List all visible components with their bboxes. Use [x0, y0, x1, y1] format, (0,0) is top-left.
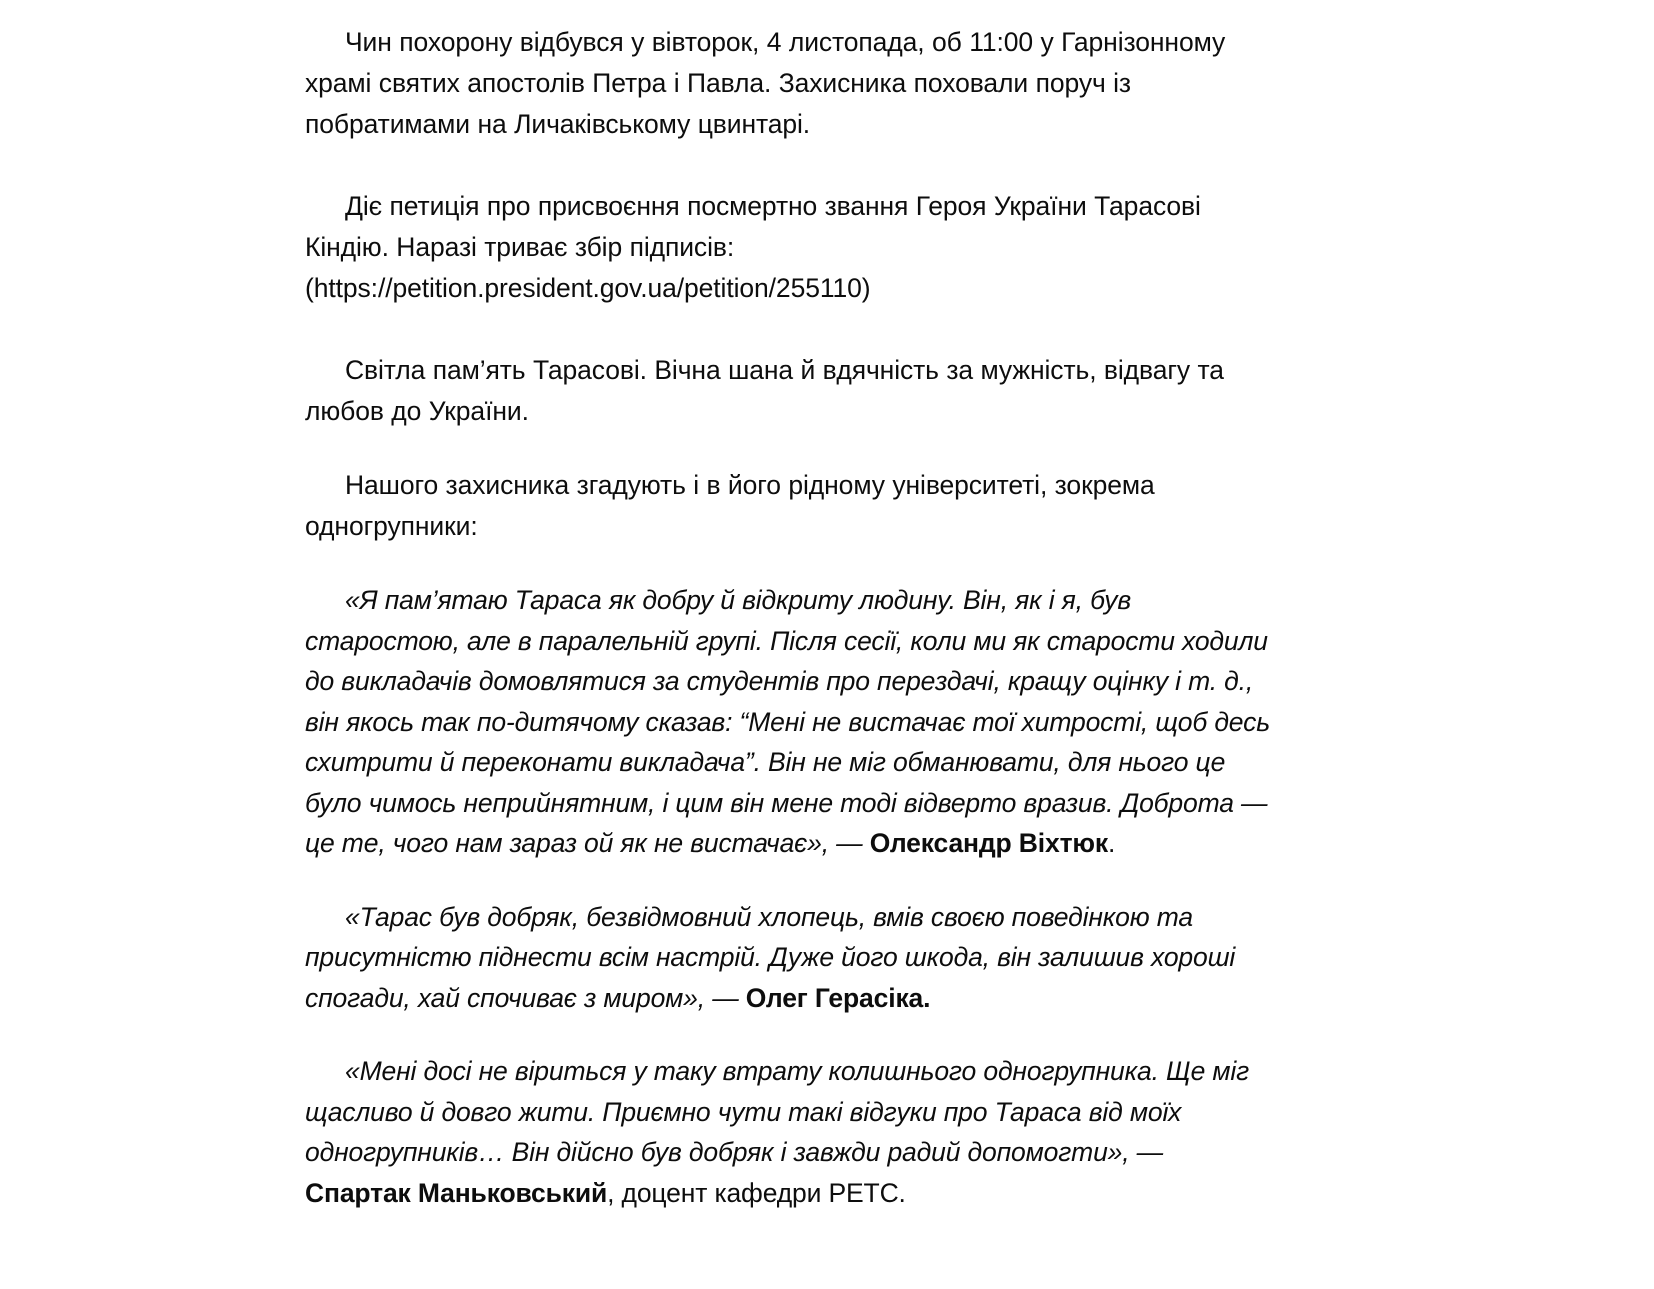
- paragraph-funeral-service: Чин похорону відбувся у вівторок, 4 листопада, об 11:00 у Гарнізонному храмі святих апостолів Петра і Павла. Захисника поховали поруч із побратимами на Личаківському цвинтарі.: [305, 27, 1226, 139]
- quote-author-role: , доцент кафедри РЕТС.: [607, 1177, 906, 1208]
- quote-body: «Я пам’ятаю Тараса як добру й відкриту людину. Він, як і я, був старостою, але в паралельній групі. Після сесії, коли ми як старости ходили до викладачів домовлятися за студентів про перездачі, кращу оцінку і т. д., він якось так по-дитячому сказав: “Мені не вистачає тої хитрості, щоб десь схитрити й переконати викладача”. Він не міг обманювати, для нього це було чимось неприйнятним, і цим він мене тоді відверто вразив. Доброта — це те, чого нам зараз ой як не вистачає», —: [305, 585, 1270, 858]
- quote-vikhtiuk: [305, 580, 1274, 864]
- paragraph-petition: Діє петиція про присвоєння посмертно звання Героя України Тарасові Кіндію. Наразі триває збір підписів: (https://petition.president.gov.ua/petition/255110): [305, 191, 1201, 303]
- paragraph-spacer: [305, 432, 1274, 465]
- quote-body: «Мені досі не віриться у таку втрату колишнього одногрупника. Ще міг щасливо й довго жити. Приємно чути такі відгуки про Тараса від моїх одногрупників… Він дійсно був добряк і завжди радий допомогти», —: [305, 1056, 1250, 1167]
- quote-author: Олександр Віхтюк: [869, 828, 1109, 858]
- paragraph-memory: Світла пам’ять Тарасові. Вічна шана й вдячність за мужність, відвагу та любов до України.: [305, 355, 1224, 426]
- paragraph-spacer: [305, 547, 1274, 580]
- quote-author-suffix: .: [1108, 828, 1116, 858]
- paragraph-university: Нашого захисника згадують і в його рідному університеті, зокрема одногрупники:: [305, 470, 1155, 541]
- quote-body: «Тарас був добряк, безвідмовний хлопець, вмів своєю поведінкою та присутністю піднести всім настрій. Дуже його шкода, він залишив хороші спогади, хай спочиває з миром», —: [305, 901, 1236, 1013]
- paragraph-spacer: [305, 864, 1274, 897]
- quote-mankovskyi: [305, 1051, 1274, 1213]
- paragraph-spacer: [305, 1018, 1274, 1051]
- quote-author: Олег Герасіка.: [745, 982, 931, 1013]
- quote-author: Спартак Маньковський: [305, 1177, 608, 1208]
- paragraph-spacer: [305, 145, 1274, 186]
- quote-herasika: [305, 897, 1274, 1019]
- paragraph-spacer: [305, 309, 1274, 350]
